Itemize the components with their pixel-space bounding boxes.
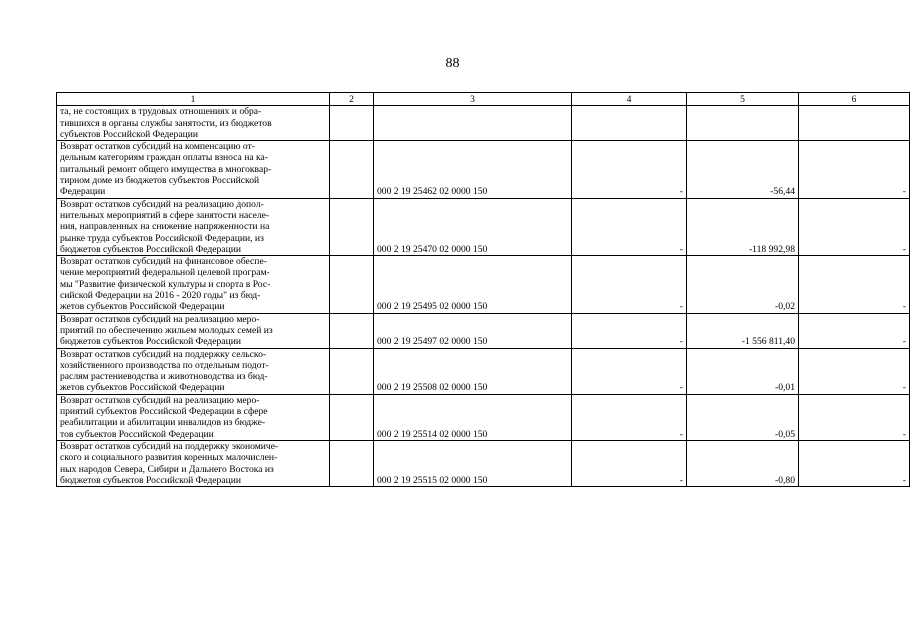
description-line: дельным категориям граждан оплаты взноса на ка-: [60, 152, 268, 164]
amount-cell: [687, 106, 799, 141]
column-6-cell: -: [799, 348, 910, 394]
description-line: реабилитации и абилитации инвалидов из бюдже-: [60, 417, 266, 429]
column-6-cell: -: [799, 141, 910, 198]
column-6-cell: -: [799, 256, 910, 313]
column-6-cell: -: [799, 198, 910, 255]
budget-code-cell: 000 2 19 25497 02 0000 150: [374, 313, 572, 348]
budget-code-cell: 000 2 19 25495 02 0000 150: [374, 256, 572, 313]
column-header: 5: [687, 93, 799, 106]
description-line: ского и социального развития коренных малочислен-: [60, 452, 278, 464]
row-description: [57, 313, 330, 348]
description-line: бюджетов субъектов Российской Федерации: [60, 243, 241, 255]
table-row: [57, 440, 910, 486]
description-line: тившихся в органы службы занятости, из бюджетов: [60, 117, 272, 129]
amount-cell: -0,80: [687, 440, 799, 486]
row-description: [57, 106, 330, 141]
description-line: приятий по обеспечению жильем молодых семей из: [60, 324, 273, 336]
description-line: питальный ремонт общего имущества в многоквар-: [60, 163, 272, 175]
description-line: тирном доме из бюджетов субъектов Российской: [60, 175, 260, 187]
budget-code-cell: 000 2 19 25470 02 0000 150: [374, 198, 572, 255]
description-line: жетов субъектов Российской Федерации: [60, 382, 225, 394]
row-description: [57, 198, 330, 255]
row-description: [57, 348, 330, 394]
description-line: Возврат остатков субсидий на реализацию меро-: [60, 313, 260, 325]
column-header: 2: [330, 93, 374, 106]
column-4-cell: [572, 106, 687, 141]
row-description: [57, 141, 330, 198]
column-4-cell: -: [572, 394, 687, 440]
amount-cell: -118 992,98: [687, 198, 799, 255]
description-line: та, не состоящих в трудовых отношениях и обра-: [60, 106, 262, 118]
table-row: [57, 141, 910, 198]
budget-code-cell: [374, 106, 572, 141]
column-2-cell: [330, 198, 374, 255]
column-4-cell: -: [572, 348, 687, 394]
description-line: чение мероприятий федеральной целевой програм-: [60, 267, 270, 279]
table-row: [57, 394, 910, 440]
description-line: Федерации: [60, 186, 106, 198]
column-4-cell: -: [572, 440, 687, 486]
description-line: приятий субъектов Российской Федерации в сфере: [60, 406, 268, 418]
description-line: раслям растениеводства и животноводства из бюд-: [60, 371, 268, 383]
amount-cell: -1 556 811,40: [687, 313, 799, 348]
description-line: бюджетов субъектов Российской Федерации: [60, 474, 241, 486]
column-6-cell: -: [799, 313, 910, 348]
table-row: [57, 348, 910, 394]
description-line: Возврат остатков субсидий на финансовое обеспе-: [60, 256, 267, 268]
budget-table: [56, 92, 910, 487]
description-line: ния, направленных на снижение напряженности на: [60, 221, 270, 233]
description-line: нительных мероприятий в сфере занятости населе-: [60, 209, 270, 221]
column-6-cell: -: [799, 394, 910, 440]
description-line: рынке труда субъектов Российской Федерации, из: [60, 232, 264, 244]
description-line: Возврат остатков субсидий на реализацию меро-: [60, 394, 260, 406]
column-header: 1: [57, 93, 330, 106]
column-header: 4: [572, 93, 687, 106]
row-description: [57, 394, 330, 440]
description-line: ных народов Севера, Сибири и Дальнего Востока из: [60, 463, 274, 475]
page-number: 88: [445, 56, 460, 71]
column-2-cell: [330, 256, 374, 313]
description-line: мы "Развитие физической культуры и спорта в Рос-: [60, 278, 271, 290]
description-line: Возврат остатков субсидий на компенсацию от-: [60, 141, 255, 153]
column-6-cell: -: [799, 440, 910, 486]
column-header: 3: [374, 93, 572, 106]
column-2-cell: [330, 440, 374, 486]
budget-code-cell: 000 2 19 25508 02 0000 150: [374, 348, 572, 394]
description-line: жетов субъектов Российской Федерации: [60, 301, 225, 313]
description-line: Возврат остатков субсидий на реализацию допол-: [60, 198, 264, 210]
column-6-cell: [799, 106, 910, 141]
column-4-cell: -: [572, 313, 687, 348]
table-row: [57, 106, 910, 141]
description-line: сийской Федерации на 2016 - 2020 годы" из бюд-: [60, 290, 261, 302]
budget-code-cell: 000 2 19 25515 02 0000 150: [374, 440, 572, 486]
column-header: 6: [799, 93, 910, 106]
amount-cell: -56,44: [687, 141, 799, 198]
description-line: бюджетов субъектов Российской Федерации: [60, 336, 241, 348]
column-2-cell: [330, 106, 374, 141]
description-line: Возврат остатков субсидий на поддержку экономиче-: [60, 440, 279, 452]
row-description: [57, 440, 330, 486]
description-line: субъектов Российской Федерации: [60, 128, 198, 140]
description-line: тов субъектов Российской Федерации: [60, 428, 214, 440]
row-description: [57, 256, 330, 313]
column-4-cell: -: [572, 256, 687, 313]
table-row: [57, 256, 910, 313]
amount-cell: -0,01: [687, 348, 799, 394]
budget-code-cell: 000 2 19 25462 02 0000 150: [374, 141, 572, 198]
table-body: [57, 106, 910, 487]
column-4-cell: -: [572, 141, 687, 198]
column-2-cell: [330, 348, 374, 394]
table-header-row: [57, 93, 910, 106]
amount-cell: -0,05: [687, 394, 799, 440]
description-line: Возврат остатков субсидий на поддержку сельско-: [60, 348, 267, 360]
budget-code-cell: 000 2 19 25514 02 0000 150: [374, 394, 572, 440]
table-row: [57, 313, 910, 348]
column-2-cell: [330, 141, 374, 198]
table-row: [57, 198, 910, 255]
amount-cell: -0,02: [687, 256, 799, 313]
column-2-cell: [330, 394, 374, 440]
description-line: хозяйственного производства по отдельным подот-: [60, 359, 269, 371]
column-4-cell: -: [572, 198, 687, 255]
column-2-cell: [330, 313, 374, 348]
